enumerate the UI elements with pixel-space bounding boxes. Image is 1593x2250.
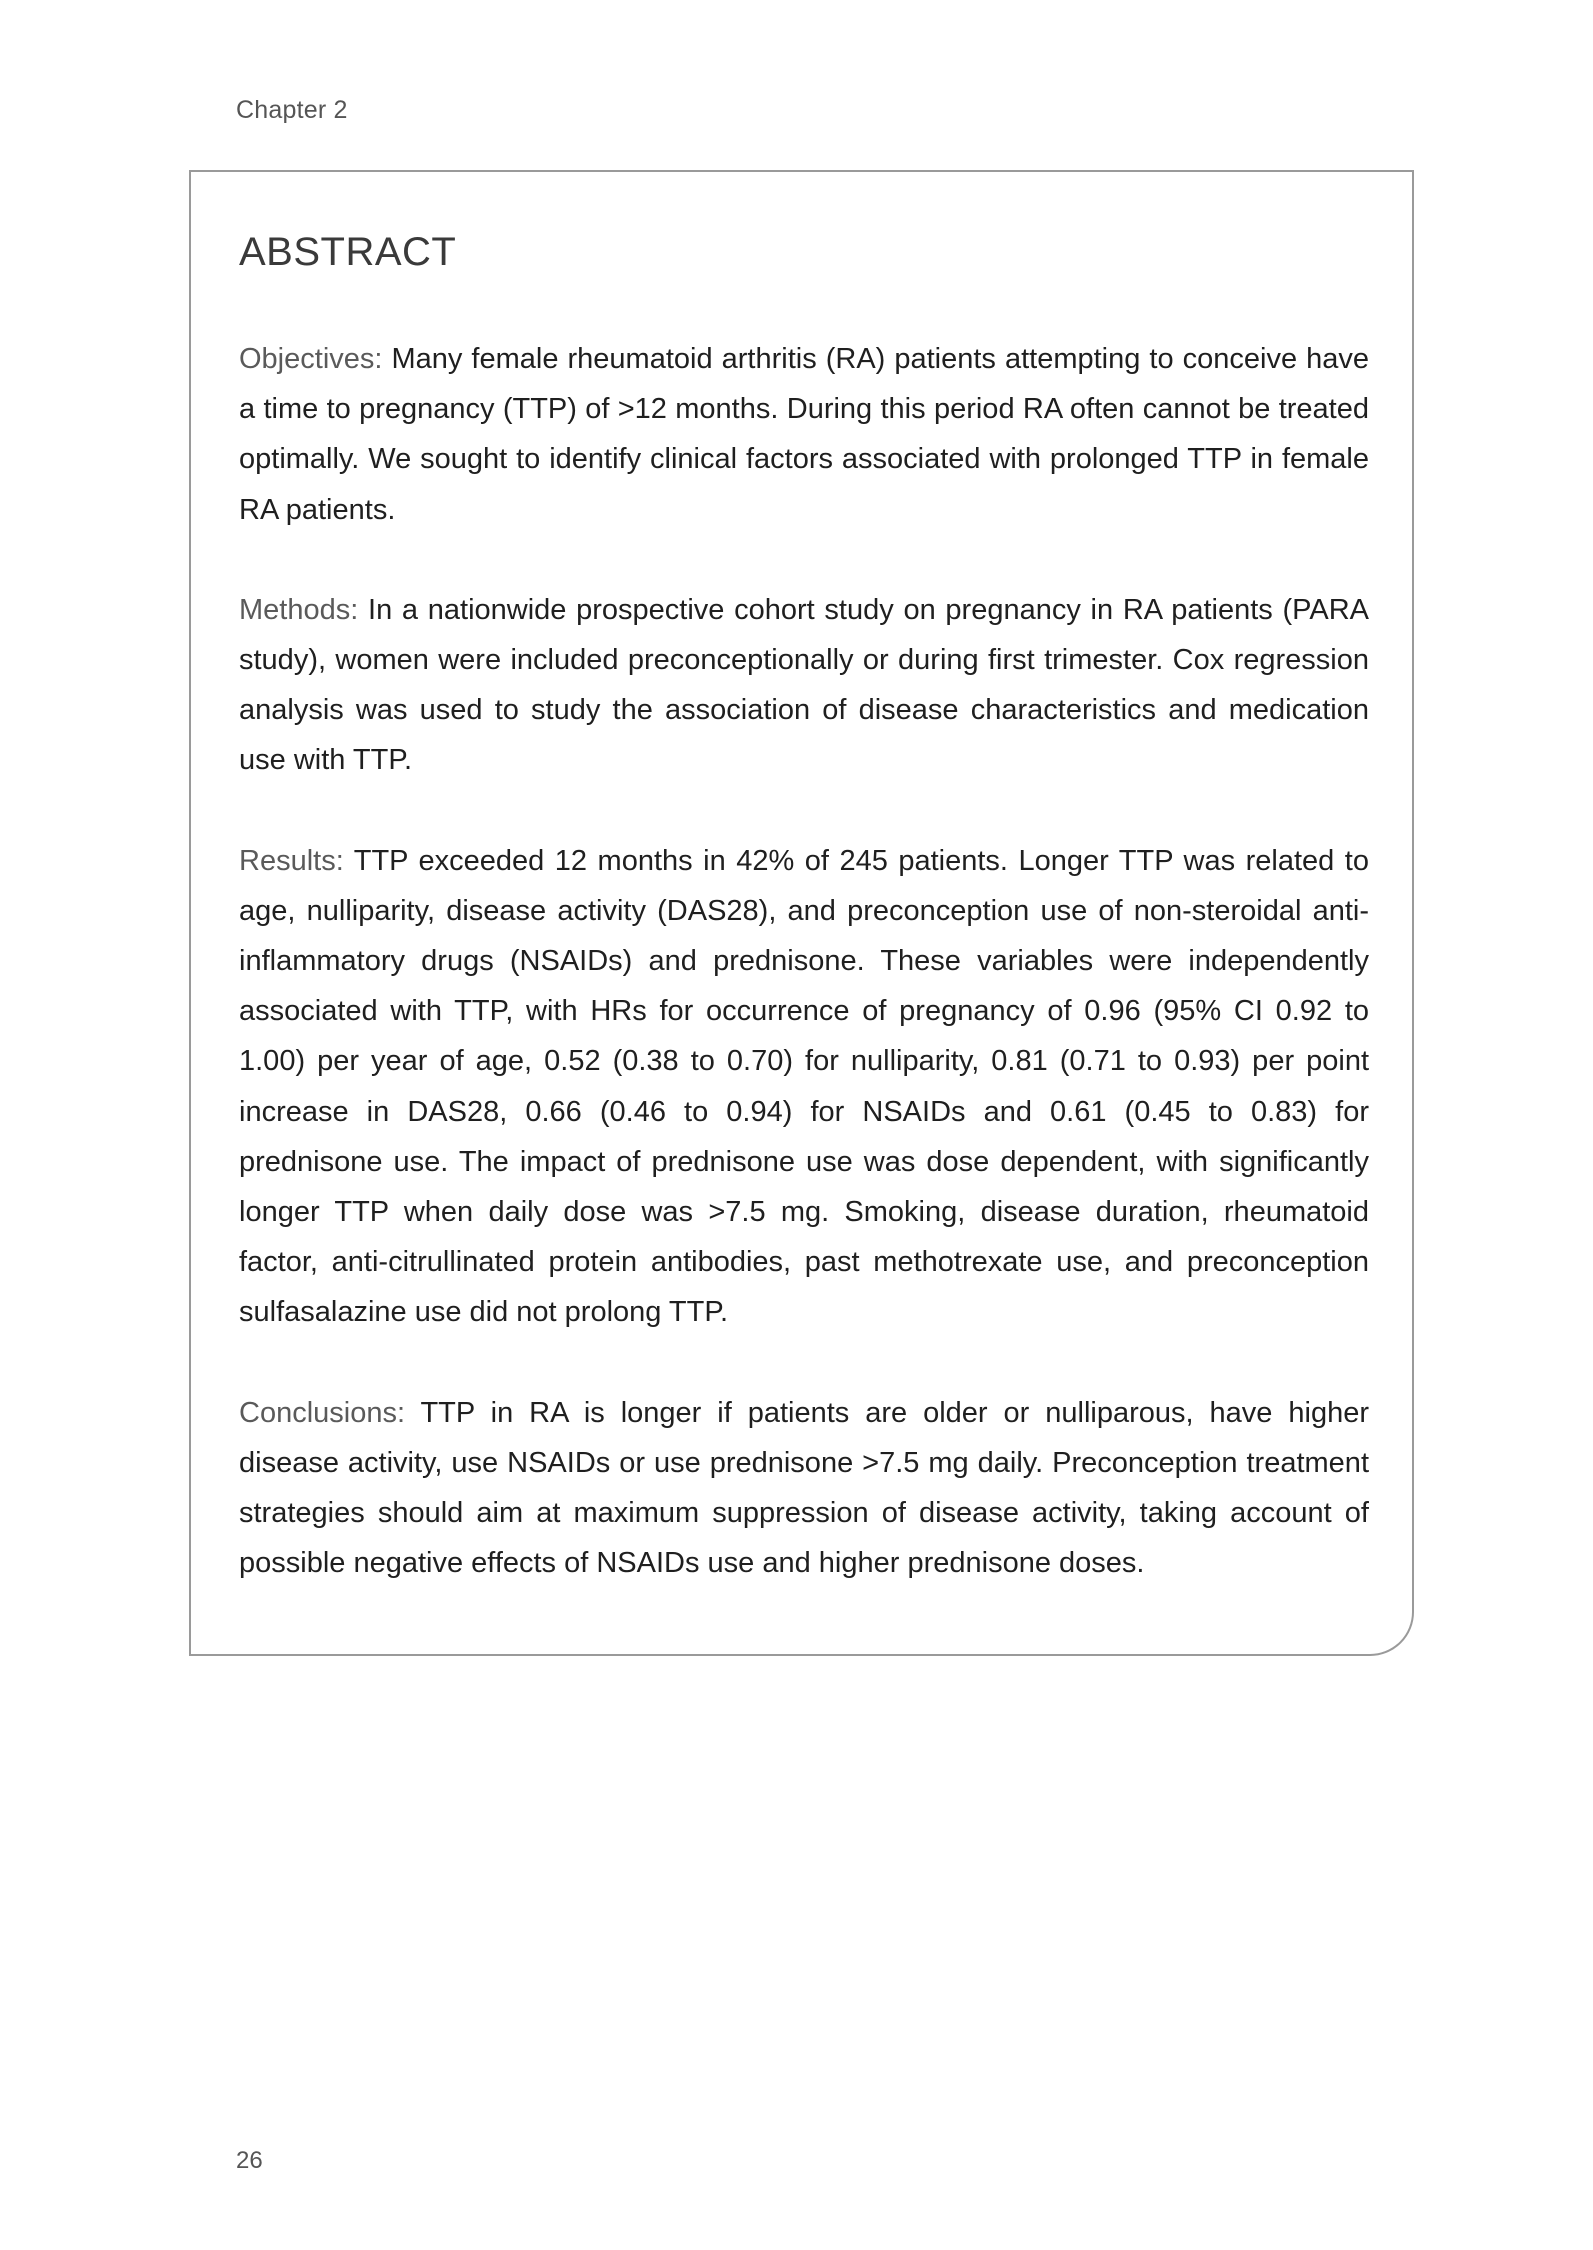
conclusions-label: Conclusions: <box>239 1396 406 1429</box>
abstract-box <box>189 170 1414 1656</box>
running-header: Chapter 2 <box>236 96 348 124</box>
methods-text: In a nationwide prospective cohort study on pregnancy in RA patients (PARA study), women were included preconceptionally or during first trimester. Cox regression analysis was used to study the association of disease characteristics and medication use with TTP. <box>239 593 1369 777</box>
conclusions-section <box>239 1388 1369 1589</box>
methods-label: Methods: <box>239 593 359 626</box>
objectives-label: Objectives: <box>239 343 383 375</box>
objectives-text: Many female rheumatoid arthritis (RA) patients attempting to conceive have a time to pregnancy (TTP) of >12 months. During this period RA often cannot be treated optimally. We sought to identify clinical factors associated with prolonged TTP in female RA patients. <box>239 343 1369 526</box>
page-number: 26 <box>236 2147 263 2174</box>
abstract-title: ABSTRACT <box>239 230 457 274</box>
objectives-section <box>239 334 1369 535</box>
results-label: Results: <box>239 844 344 877</box>
abstract-body <box>239 334 1369 1638</box>
methods-section <box>239 585 1369 786</box>
conclusions-text: TTP in RA is longer if patients are older or nulliparous, have higher disease activity, use NSAIDs or use prednisone >7.5 mg daily. Preconception treatment strategies should aim at maximum suppression of disease activity, taking account of possible negative effects of NSAIDs use and higher prednisone doses. <box>239 1396 1369 1580</box>
results-text: TTP exceeded 12 months in 42% of 245 patients. Longer TTP was related to age, nulliparity, disease activity (DAS28), and preconception use of non-steroidal anti-inflammatory drugs (NSAIDs) and prednisone. These variables were independently associated with TTP, with HRs for occurrence of pregnancy of 0.96 (95% CI 0.92 to 1.00) per year of age, 0.52 (0.38 to 0.70) for nulliparity, 0.81 (0.71 to 0.93) per point increase in DAS28, 0.66 (0.46 to 0.94) for NSAIDs and 0.61 (0.45 to 0.83) for prednisone use. The impact of prednisone use was dose dependent, with significantly longer TTP when daily dose was >7.5 mg. Smoking, disease duration, rheumatoid factor, anti-citrullinated protein antibodies, past methotrexate use, and preconception sulfasalazine use did not prolong TTP. <box>239 844 1369 1329</box>
results-section <box>239 836 1369 1338</box>
